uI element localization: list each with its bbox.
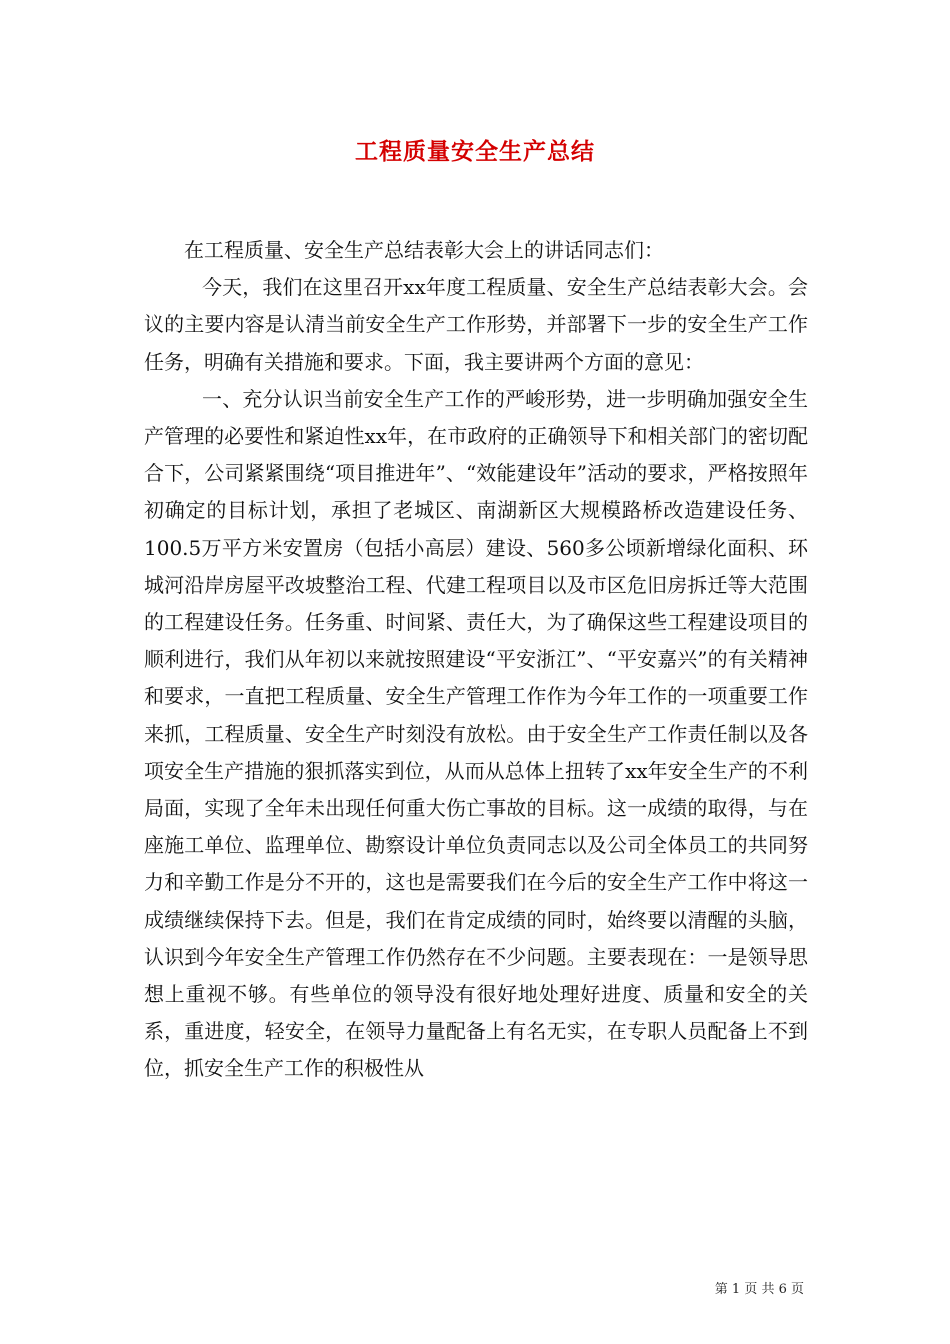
page-number: 第 1 页 共 6 页	[714, 1282, 804, 1297]
document-title: 工程质量安全生产总结	[355, 138, 595, 165]
paragraph-section-one: 一、充分认识当前安全生产工作的严峻形势，进一步明确加强安全生产管理的必要性和紧迫性xx年，在市政府的正确领导下和相关部门的密切配合下，公司紧紧围绕“项目推进年”、“效能建设年”活动的要求，严格按照年初确定的目标计划，承担了老城区、南湖新区大规模路桥改造建设任务、100.5万平方米安置房（包括小高层）建设、560多公顷新增绿化面积、环城河沿岸房屋平改坡整治工程、代建工程项目以及市区危旧房拆迁等大范围的工程建设任务。任务重、时间紧、责任大，为了确保这些工程建设项目的顺利进行，我们从年初以来就按照建设“平安浙江”、“平安嘉兴”的有关精神和要求，一直把工程质量、安全生产管理工作作为今年工作的一项重要工作来抓，工程质量、安全生产时刻没有放松。由于安全生产工作责任制以及各项安全生产措施的狠抓落实到位，从而从总体上扭转了xx年安全生产的不利局面，实现了全年未出现任何重大伤亡事故的目标。这一成绩的取得，与在座施工单位、监理单位、勘察设计单位负责同志以及公司全体员工的共同努力和辛勤工作是分不开的，这也是需要我们在今后的安全生产工作中将这一成绩继续保持下去。但是，我们在肯定成绩的同时，始终要以清醒的头脑，认识到今年安全生产管理工作仍然存在不少问题。主要表现在：一是领导思想上重视不够。有些单位的领导没有很好地处理好进度、质量和安全的关系，重进度，轻安全，在领导力量配备上有名无实，在专职人员配备上不到位，抓安全生产工作的积极性从	[144, 386, 808, 1081]
paragraph-opening: 在工程质量、安全生产总结表彰大会上的讲话同志们：	[184, 238, 664, 262]
paragraph-introduction: 今天，我们在这里召开xx年度工程质量、安全生产总结表彰大会。会议的主要内容是认清当前安全生产工作形势，并部署下一步的安全生产工作任务，明确有关措施和要求。下面，我主要讲两个方面的意见：	[144, 275, 808, 374]
document-body	[144, 232, 808, 1088]
